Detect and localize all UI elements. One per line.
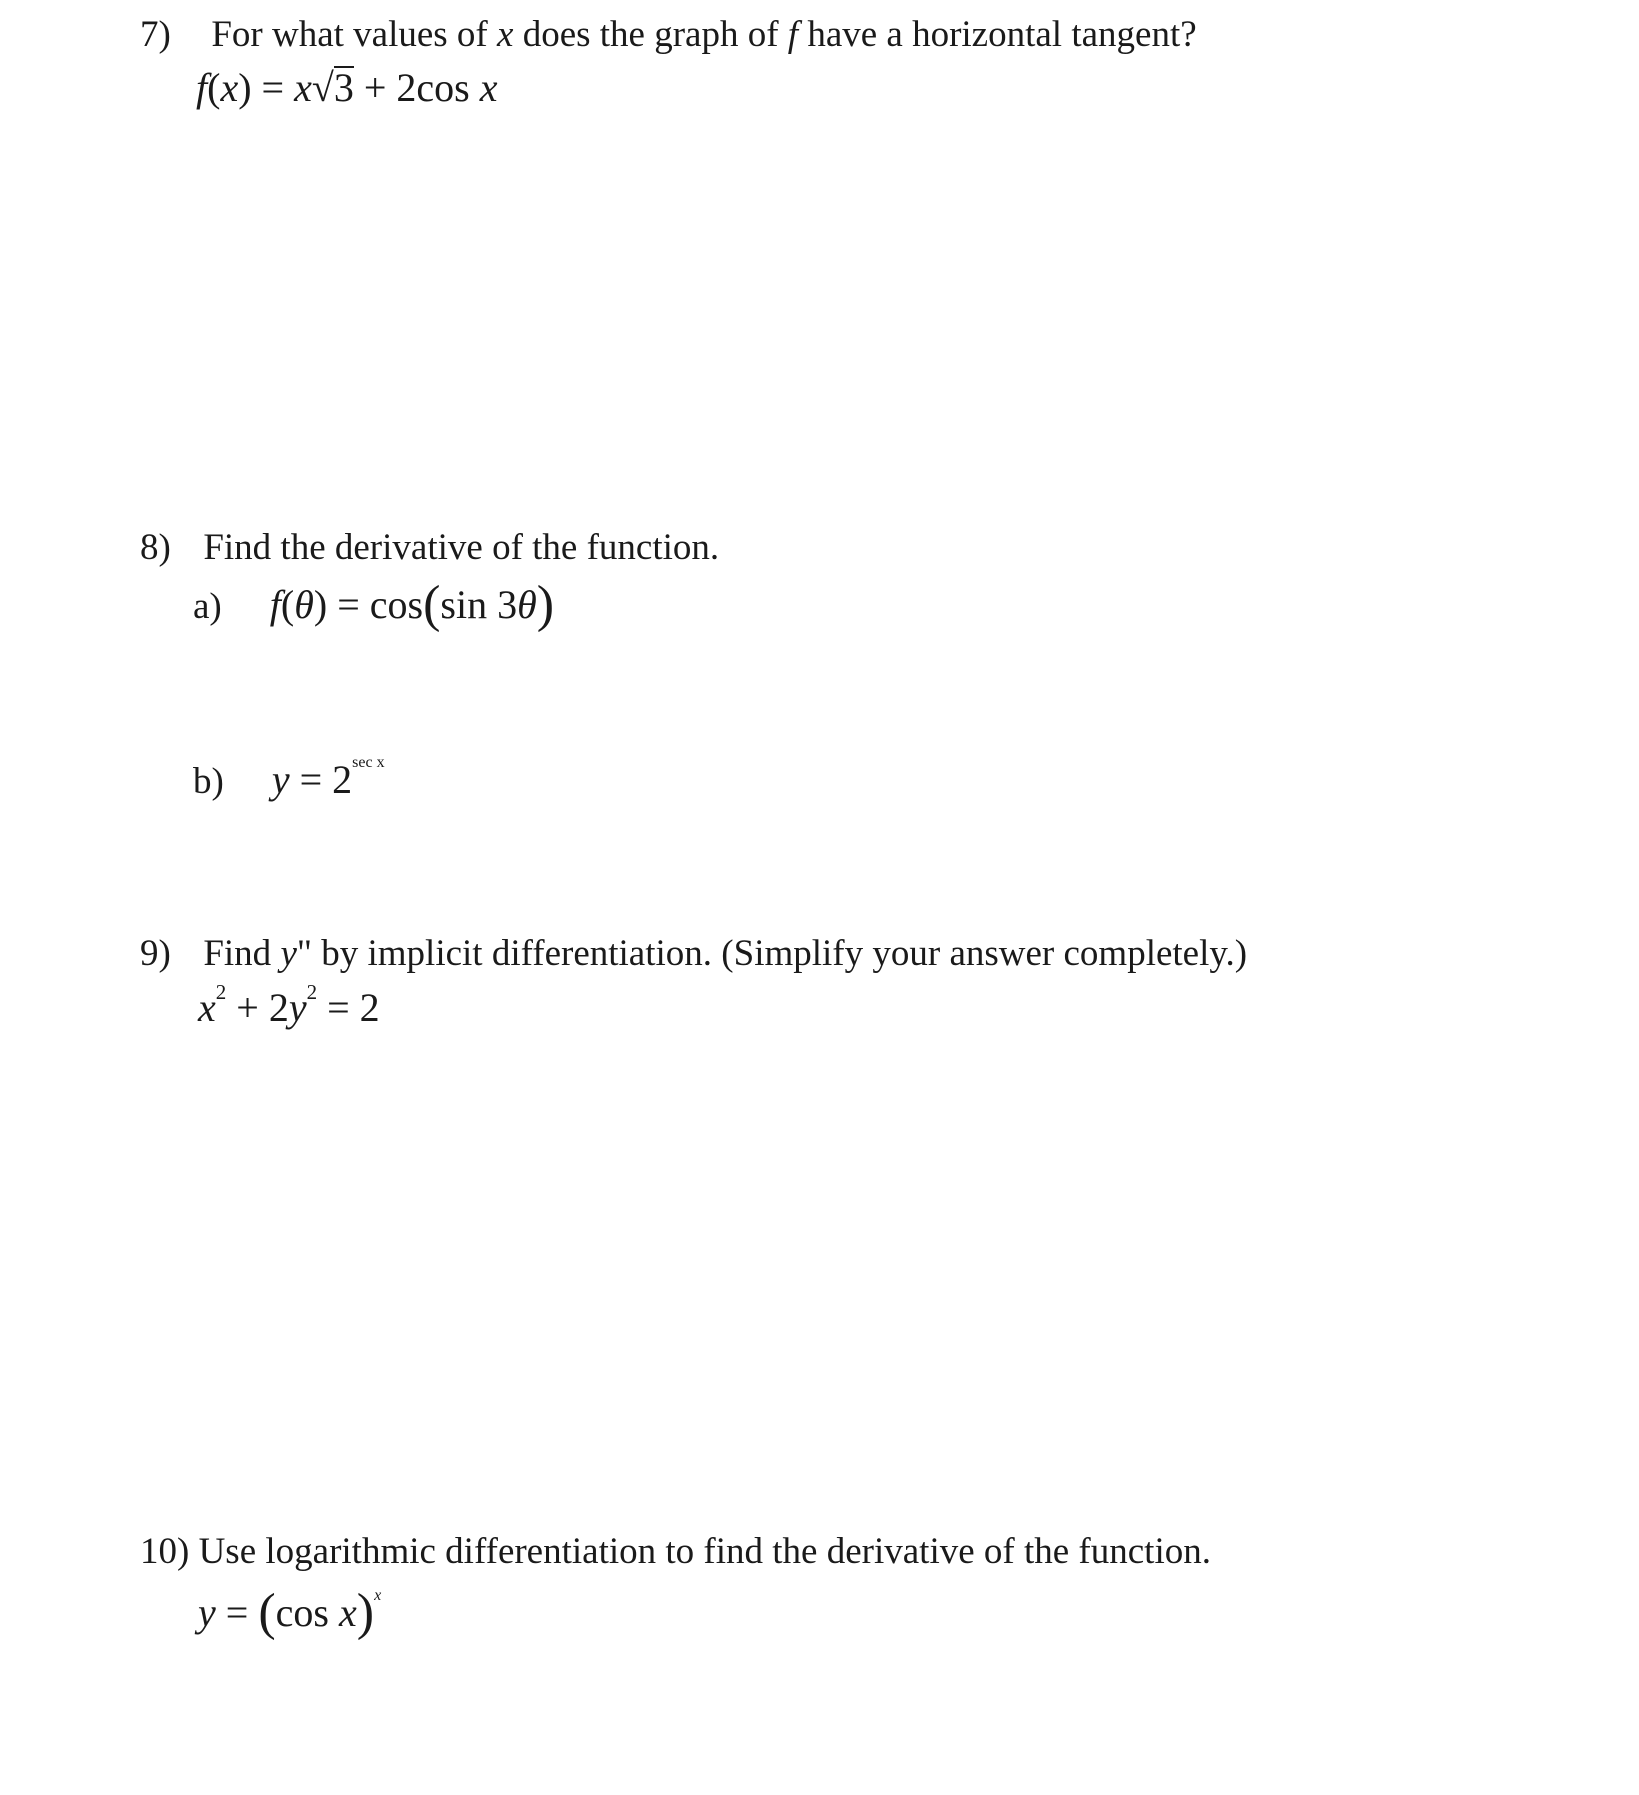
exponent: x xyxy=(374,1587,382,1604)
problem-7-question: 7) For what values of x does the graph of f have a horizontal tangent? xyxy=(140,14,1197,55)
problem-9-question: 9) Find y" by implicit differentiation. (Simplify your answer completely.) xyxy=(140,933,1248,974)
problem-8-number: 8) xyxy=(140,527,171,568)
problem-8b: b) $y = 2^{sec x}$ xyxy=(193,754,385,802)
part-b-label: b) xyxy=(193,761,224,802)
problem-9-number: 9) xyxy=(140,933,171,974)
exponent: sec x xyxy=(352,754,385,771)
problem-10-question: 10) Use logarithmic differentiation to find the derivative of the function. xyxy=(140,1531,1211,1572)
radicand: 3 xyxy=(333,65,354,110)
part-a-label: a) xyxy=(193,586,222,627)
problem-10-number: 10) xyxy=(140,1531,190,1572)
radical-sign: √ xyxy=(311,65,334,110)
problem-7-function: f(x) = x√3 + 2cos x xyxy=(196,65,498,110)
problem-8-question: 8) Find the derivative of the function. xyxy=(140,527,720,568)
problem-10-function: y = (cos x)$^x$ xyxy=(198,1584,382,1641)
problem-7-number: 7) xyxy=(140,14,171,55)
problem-9-equation: $x^2 + 2y^2 = 2$ xyxy=(198,980,380,1030)
problem-8a: a) f(θ) = cos(sin 3θ) xyxy=(193,576,555,633)
